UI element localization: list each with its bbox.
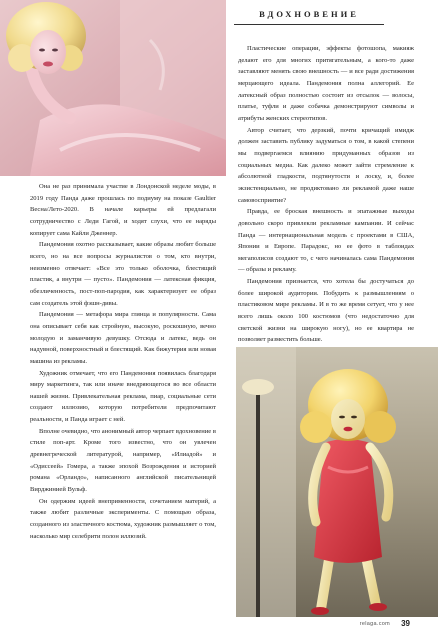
magazine-site: relaga.com bbox=[359, 621, 390, 627]
page-footer bbox=[330, 620, 410, 632]
paragraph: Пандемония признается, что хотела бы достучаться до более широкой аудитории. Побудить к размышлениям о пластиковом мире рекламы. И в то же время сетует, что у нее всего лишь около 100 костюмов (что недостаточно для светской жизни на широкую ногу), но ее квартира не позволяет разместить больше. bbox=[238, 278, 414, 344]
paragraph: Пандемония — метафора мира глянца и популярности. Сама она описывает себя как стройную, высокую, роскошную, вечно молодую и заманчивую девушку. Отсюда и латекс, ведь он надувной, поверхностный и блестящий. Как бижутерия или новая машина из рекламы. bbox=[30, 311, 216, 365]
pink-figure-image bbox=[0, 0, 226, 176]
paragraph: Пластические операции, эффекты фотошопа, макияж делают его для многих притягательным, а кого-то даже заставляют менять свою внешность — и все ради достижения мерцающего идеала. Пандемония полна аллегорий. Ее латексный образ полностью состоит из отсылок — волосы, платье, туфли и даже собачка демонстрируют символы и атрибуты женских стереотипов. bbox=[238, 45, 414, 122]
page-number: 39 bbox=[401, 619, 410, 628]
paragraph: Вполне очевидно, что анонимный автор черпает вдохновение в стиле поп-арт. Кроме того известно, что он увлечен древнегреческой литературой, например, «Илиадой» и «Одиссеей» Гомера, а также эпохой Возрождения и историей романа «Орландо», написанного английской писательницей Вирджинией Вульф. bbox=[30, 427, 216, 494]
red-dress-figure-image bbox=[236, 347, 438, 617]
right-text-column bbox=[238, 43, 414, 346]
bottom-photo bbox=[236, 347, 438, 617]
paragraph: Правда, ее броская внешность и эпатажные выходы довольно скоро привлекли рекламные кампании. И сейчас Панда — интернациональная модель с проектами в США, Японии и Европе. Парадокс, но ее фото в таблоидах мегаполисов создают то, с чего начиналась сама Пандемония — образы и рекламу. bbox=[238, 208, 414, 274]
left-text-column bbox=[30, 181, 216, 542]
top-photo bbox=[0, 0, 226, 176]
paragraph: Пандемония охотно рассказывает, какие образы любит больше всего, но на все вопросы журналистов о том, кто внутри, неизменно отвечает: «Все это только оболочка, блестящий пластик, а внутри — пусто». Пандемония — латексная фикция, обезличенность, пост-поп-пародия, как характеризует ее образ сам создатель этой фэшн-дивы. bbox=[30, 241, 216, 307]
section-title: ВДОХНОВЕНИЕ bbox=[259, 9, 359, 19]
paragraph: Он одержим идеей внеприменности, сочетанием материй, а также любит различные эксперименты. С помощью образа, созданного из эластичного костюма, художник размышляет о том, насколько мир селебрити полон иллюзий. bbox=[30, 497, 216, 540]
paragraph: Автор считает, что дерзкий, почти кричащий имидж должен заставить публику задуматься о том, в какой степени мы подвергаемся влиянию придуманных образов из социальных медиа. Как далеко может зайти стремление к абсолютной гладкости, подтянутости и лоску, и, более экзистенциально, не продиктовано ли рекламой даже наше самовосприятие? bbox=[238, 126, 414, 204]
paragraph: Она не раз принимала участие в Лондонской неделе моды, в 2019 году Панда даже прошлась по подиуму на показе Gaultier Весна/Лето-2020. В начале карьеры ей предлагали сотрудничество с Леди Гагой, и ходят слухи, что ее наряды копирует сама Кайли Дженнер. bbox=[30, 183, 216, 237]
paragraph: Художник отмечает, что его Пандемония появилась благодаря миру маркетинга, так или иначе внедряющегося во все области нашей жизни. Привлекательная реклама, пиар, социальные сети создают иллюзию, которую потребители предпочитают реальности, и Панда играет с ней. bbox=[30, 369, 216, 424]
section-divider bbox=[234, 24, 384, 25]
